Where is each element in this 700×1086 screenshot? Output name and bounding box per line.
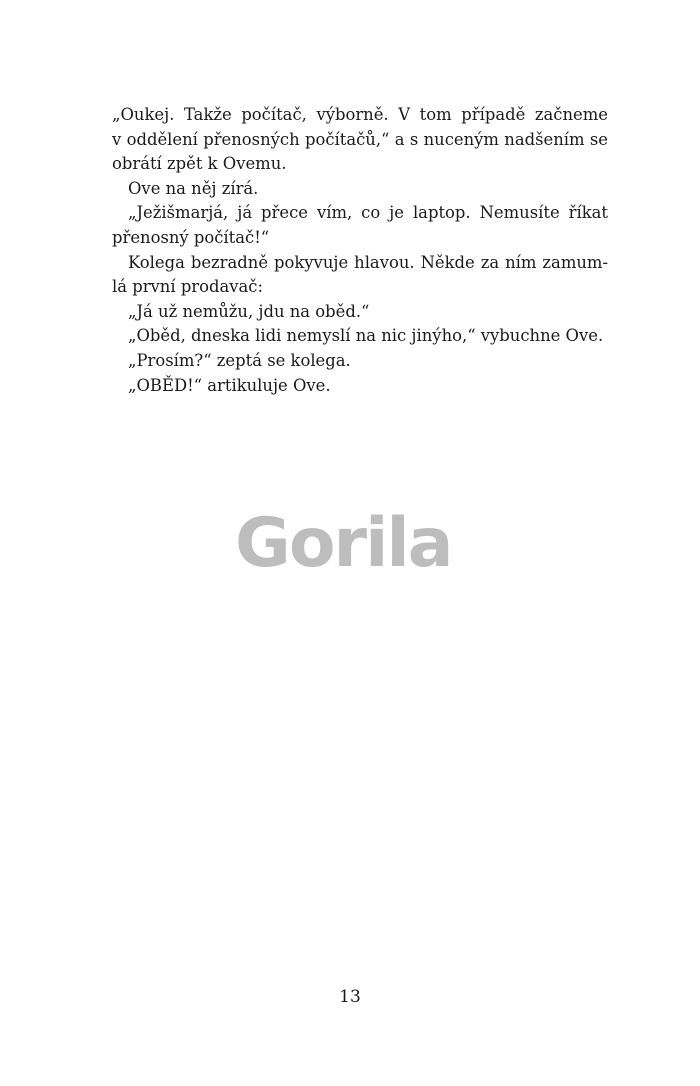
text-line: přenosný počítač!“: [112, 227, 270, 247]
text-line: lá první prodavač:: [112, 277, 264, 297]
text-line: „Oukej. Takže počítač, výborně. V tom případě začneme: [112, 105, 608, 124]
text-line: „Já už nemůžu, jdu na oběd.“: [128, 301, 370, 321]
text-line: Kolega bezradně pokyvuje hlavou. Někde za ním zamum-: [128, 252, 608, 272]
text-line: v oddělení přenosných počítačů,“ a s nuceným nadšením se: [112, 129, 608, 149]
page-number: 13: [339, 987, 361, 1007]
text-line: obrátí zpět k Ovemu.: [112, 154, 287, 174]
text-line: Ove na něj zírá.: [128, 178, 259, 198]
text-line: „OBĚD!“ artikuluje Ove.: [128, 375, 331, 395]
text-line: „Ježišmarjá, já přece vím, co je laptop. Nemusíte říkat: [128, 203, 608, 223]
text-line: „Prosím?“ zeptá se kolega.: [128, 350, 351, 370]
text-line: „Oběd, dneska lidi nemyslí na nic jinýho,“ vybuchne Ove.: [128, 326, 604, 346]
body-text: [112, 103, 608, 398]
gorila-watermark-logo: Gorila: [235, 507, 452, 581]
